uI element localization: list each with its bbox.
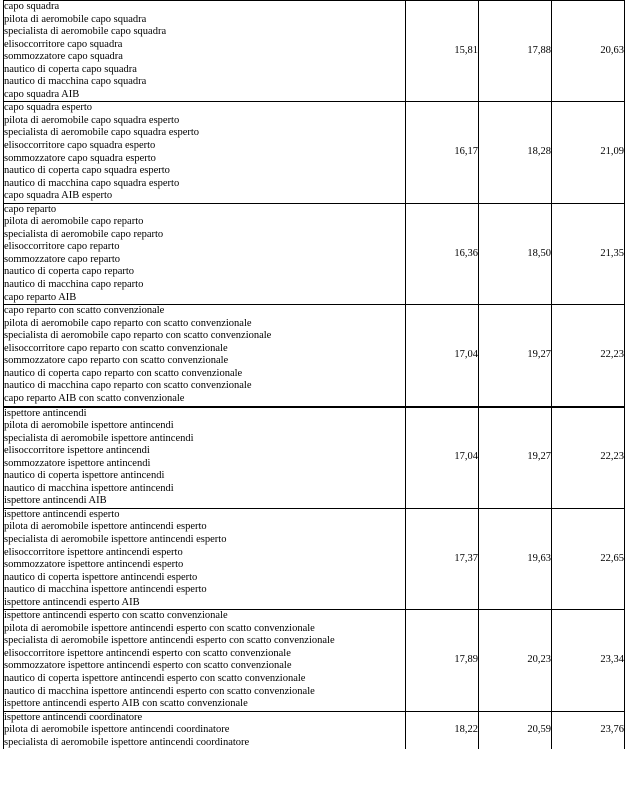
role-line: ispettore antincendi AIB [4, 495, 107, 507]
roles-cell [4, 610, 406, 711]
role-line: sommozzatore ispettore antincendi [4, 457, 151, 469]
value-cell-2: 19,63 [479, 508, 552, 609]
role-line: capo reparto con scatto convenzionale [4, 305, 165, 317]
role-line: nautico di macchina capo reparto [4, 279, 144, 291]
role-line: nautico di coperta ispettore antincendi esperto con scatto convenzionale [4, 672, 306, 684]
role-line: nautico di coperta ispettore antincendi [4, 470, 165, 482]
value-cell-2: 17,88 [479, 1, 552, 102]
roles-cell [4, 407, 406, 509]
table-row [4, 102, 625, 203]
role-line: capo squadra [4, 1, 60, 12]
role-line: capo squadra AIB esperto [4, 190, 113, 202]
role-line: nautico di macchina capo reparto con scatto convenzionale [4, 380, 252, 392]
value-cell-2: 18,28 [479, 102, 552, 203]
role-line: ispettore antincendi esperto con scatto convenzionale [4, 610, 228, 622]
value-cell-2: 20,23 [479, 610, 552, 711]
role-line: nautico di coperta ispettore antincendi esperto [4, 571, 198, 583]
role-line: capo reparto [4, 203, 57, 215]
table-row [4, 508, 625, 609]
role-line: nautico di macchina capo squadra [4, 76, 147, 88]
role-line: sommozzatore ispettore antincendi esperto [4, 559, 184, 571]
role-line: ispettore antincendi esperto [4, 508, 120, 520]
table-body [4, 1, 625, 750]
value-cell-1: 17,04 [406, 407, 479, 509]
role-line: specialista di aeromobile ispettore antincendi esperto con scatto convenzionale [4, 635, 335, 647]
role-line: specialista di aeromobile capo reparto con scatto convenzionale [4, 330, 272, 342]
role-line: specialista di aeromobile ispettore antincendi coordinatore [4, 736, 250, 748]
table-row [4, 407, 625, 509]
role-line: nautico di coperta capo squadra esperto [4, 165, 170, 177]
value-cell-2: 18,50 [479, 203, 552, 304]
value-cell-3: 22,23 [552, 305, 625, 407]
table-row [4, 610, 625, 711]
roles-cell [4, 102, 406, 203]
role-line: elisoccorritore ispettore antincendi [4, 445, 150, 457]
value-cell-1: 15,81 [406, 1, 479, 102]
role-line: sommozzatore ispettore antincendi esperto con scatto convenzionale [4, 660, 292, 672]
role-line: capo reparto AIB con scatto convenzionale [4, 392, 185, 404]
value-cell-3: 22,65 [552, 508, 625, 609]
role-line: elisoccorritore capo squadra [4, 38, 123, 50]
table-row [4, 305, 625, 407]
value-cell-3: 22,23 [552, 407, 625, 509]
role-line: nautico di coperta capo reparto [4, 266, 135, 278]
role-line: elisoccorritore capo squadra esperto [4, 140, 156, 152]
value-cell-2: 19,27 [479, 407, 552, 509]
value-cell-3: 20,63 [552, 1, 625, 102]
role-line: specialista di aeromobile capo squadra [4, 26, 167, 38]
role-line: specialista di aeromobile capo squadra esperto [4, 127, 200, 139]
role-line: sommozzatore capo squadra [4, 51, 123, 63]
role-line: pilota di aeromobile ispettore antincendi esperto [4, 521, 207, 533]
role-line: sommozzatore capo reparto con scatto convenzionale [4, 355, 229, 367]
roles-cell [4, 203, 406, 304]
role-line: pilota di aeromobile capo reparto con scatto convenzionale [4, 317, 252, 329]
table-row [4, 711, 625, 749]
role-line: nautico di macchina ispettore antincendi [4, 482, 174, 494]
role-line: elisoccorritore capo reparto [4, 241, 120, 253]
role-line: nautico di macchina ispettore antincendi esperto con scatto convenzionale [4, 685, 315, 697]
role-line: ispettore antincendi [4, 407, 87, 419]
roles-cell [4, 305, 406, 407]
role-line: specialista di aeromobile ispettore antincendi esperto [4, 533, 227, 545]
role-line: sommozzatore capo reparto [4, 253, 121, 265]
role-line: elisoccorritore ispettore antincendi esperto [4, 546, 183, 558]
role-line: pilota di aeromobile ispettore antincendi [4, 420, 174, 432]
roles-cell [4, 711, 406, 749]
role-line: nautico di macchina ispettore antincendi esperto [4, 584, 207, 596]
role-line: specialista di aeromobile ispettore antincendi [4, 432, 194, 444]
role-line: pilota di aeromobile ispettore antincendi coordinatore [4, 724, 230, 736]
role-line: ispettore antincendi esperto AIB [4, 596, 140, 608]
role-line: pilota di aeromobile capo reparto [4, 216, 144, 228]
value-cell-3: 21,35 [552, 203, 625, 304]
value-cell-2: 20,59 [479, 711, 552, 749]
role-line: ispettore antincendi esperto AIB con scatto convenzionale [4, 698, 248, 710]
role-line: capo squadra esperto [4, 102, 93, 114]
role-line: capo squadra AIB [4, 88, 80, 100]
role-line: pilota di aeromobile capo squadra [4, 13, 147, 25]
value-cell-1: 18,22 [406, 711, 479, 749]
value-cell-1: 16,36 [406, 203, 479, 304]
role-line: sommozzatore capo squadra esperto [4, 152, 156, 164]
value-cell-3: 21,09 [552, 102, 625, 203]
value-cell-3: 23,76 [552, 711, 625, 749]
value-cell-3: 23,34 [552, 610, 625, 711]
value-cell-1: 17,89 [406, 610, 479, 711]
table-row [4, 1, 625, 102]
role-line: elisoccorritore ispettore antincendi esperto con scatto convenzionale [4, 647, 291, 659]
value-cell-1: 17,37 [406, 508, 479, 609]
role-line: nautico di coperta capo reparto con scatto convenzionale [4, 367, 243, 379]
role-line: capo reparto AIB [4, 291, 77, 303]
roles-cell [4, 508, 406, 609]
value-cell-1: 16,17 [406, 102, 479, 203]
value-cell-1: 17,04 [406, 305, 479, 407]
role-line: elisoccorritore capo reparto con scatto convenzionale [4, 342, 228, 354]
value-cell-2: 19,27 [479, 305, 552, 407]
pay-scale-table [3, 0, 625, 749]
role-line: specialista di aeromobile capo reparto [4, 228, 164, 240]
role-line: nautico di coperta capo squadra [4, 63, 137, 75]
role-line: nautico di macchina capo squadra esperto [4, 177, 180, 189]
role-line: ispettore antincendi coordinatore [4, 711, 143, 723]
role-line: pilota di aeromobile capo squadra esperto [4, 114, 180, 126]
table-row [4, 203, 625, 304]
role-line: pilota di aeromobile ispettore antincendi esperto con scatto convenzionale [4, 622, 315, 634]
roles-cell [4, 1, 406, 102]
